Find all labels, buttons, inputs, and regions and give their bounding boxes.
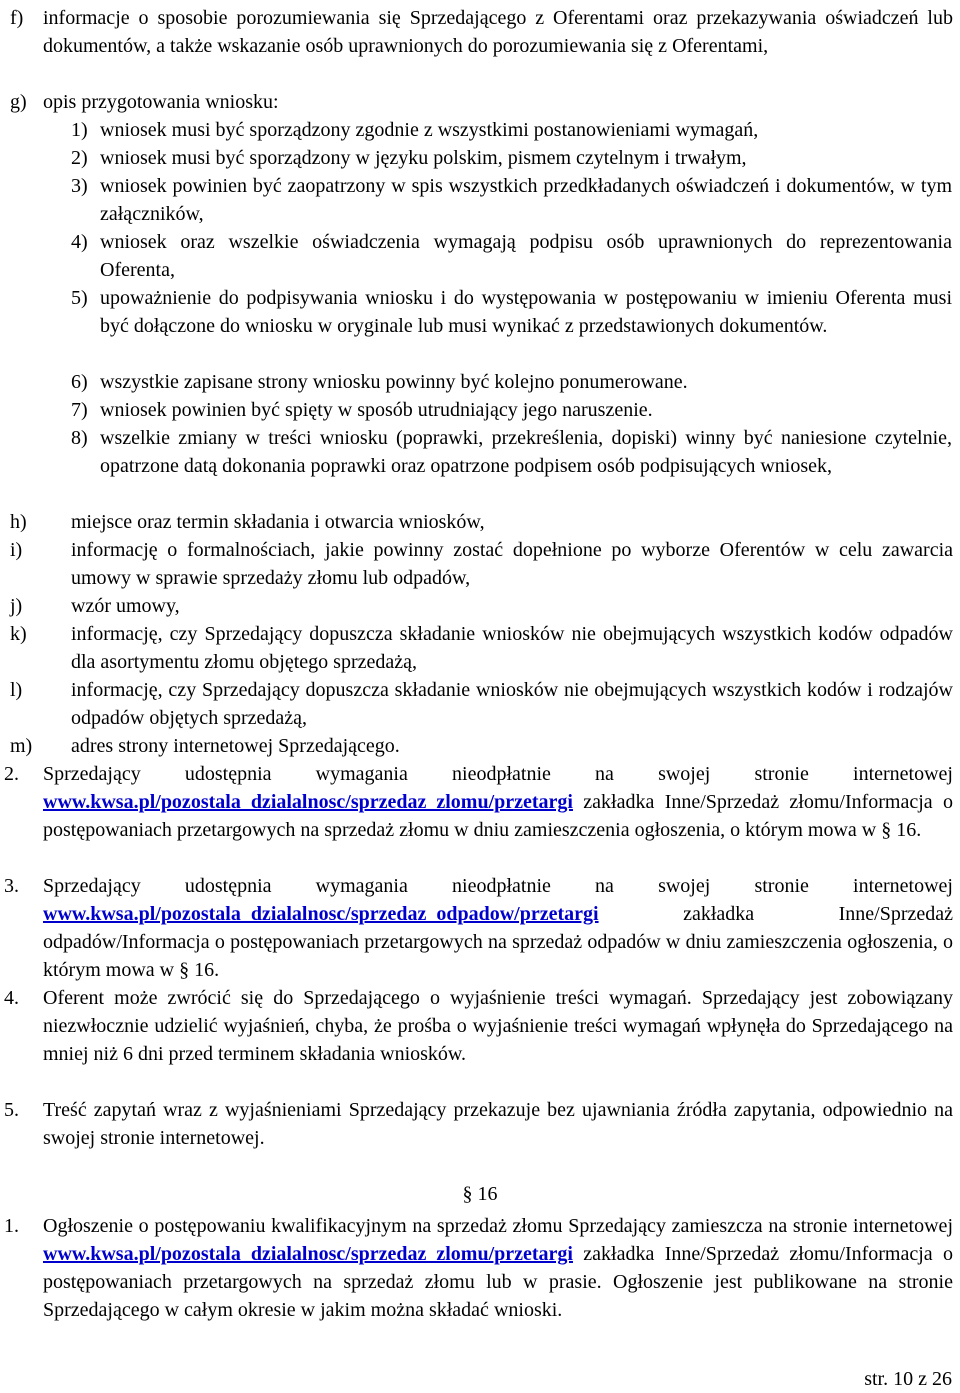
subitem-text-3: wniosek powinien być zaopatrzony w spis wszystkich przedkładanych oświadczeń i dokumentów, w tym załączników, — [100, 175, 952, 225]
item-text-i: informację o formalnościach, jakie powinny zostać dopełnione po wyborze Oferentów w celu zawarcia umowy w sprawie sprzedaży złomu lub odpadów, — [71, 539, 953, 589]
link-sprzedaz-zlomu[interactable]: www.kwsa.pl/pozostala_dzialalnosc/sprzedaz_zlomu/przetargi — [43, 791, 573, 813]
subitem-label-1: 1) — [71, 119, 88, 141]
page-number: str. 10 z 26 — [864, 1368, 952, 1390]
item-label-k: k) — [10, 623, 27, 645]
numbered-text-5: Treść zapytań wraz z wyjaśnieniami Sprzedający przekazuje bez ujawniania źródła zapytania, odpowiednio na swojej stronie internetowej. — [43, 1099, 953, 1149]
item-label-i: i) — [10, 539, 23, 561]
subitem-label-5: 5) — [71, 287, 88, 309]
item-text-g: opis przygotowania wniosku: — [43, 91, 279, 113]
numbered-text-2 — [43, 760, 953, 844]
subitem-label-6: 6) — [71, 371, 88, 393]
item-label-l: l) — [10, 679, 23, 701]
numbered-label-5: 5. — [4, 1099, 19, 1121]
item-text-h: miejsce oraz termin składania i otwarcia wniosków, — [71, 511, 485, 533]
numbered-label-2: 2. — [4, 763, 19, 785]
numbered-text-3-pre: Sprzedający udostępnia wymagania nieodpłatnie na swojej stronie internetowej — [43, 875, 953, 897]
item-text-m: adres strony internetowej Sprzedającego. — [71, 735, 400, 757]
link-sprzedaz-odpadow[interactable]: www.kwsa.pl/pozostala_dzialalnosc/sprzedaz_odpadow/przetargi — [43, 903, 599, 925]
subitem-text-6: wszystkie zapisane strony wniosku powinny być kolejno ponumerowane. — [100, 371, 688, 393]
section-item-text-1 — [43, 1212, 953, 1324]
subitem-label-3: 3) — [71, 175, 88, 197]
numbered-label-4: 4. — [4, 987, 19, 1009]
numbered-text-3-post: zakładka Inne/Sprzedaż odpadów/Informacja o postępowaniach przetargowych na sprzedaż odpadów w dniu zamieszczenia ogłoszenia, o którym mowa w § 16. — [43, 903, 953, 981]
numbered-text-3 — [43, 872, 953, 984]
numbered-label-3: 3. — [4, 875, 19, 897]
item-label-m: m) — [10, 735, 33, 757]
link-sprzedaz-zlomu-2[interactable]: www.kwsa.pl/pozostala_dzialalnosc/sprzedaz_zlomu/przetargi — [43, 1243, 573, 1265]
numbered-text-4: Oferent może zwrócić się do Sprzedającego o wyjaśnienie treści wymagań. Sprzedający jest zobowiązany niezwłocznie udzielić wyjaśnień, chyba, że prośba o wyjaśnienie treści wymagań wpłynęła do Sprzedającego na mniej niż 6 dni przed terminem składania wniosków. — [43, 987, 953, 1065]
item-label-g: g) — [10, 91, 27, 113]
section-item-1-pre: Ogłoszenie o postępowaniu kwalifikacyjnym na sprzedaż złomu Sprzedający zamieszcza na stronie internetowej — [43, 1215, 953, 1237]
numbered-text-2-pre: Sprzedający udostępnia wymagania nieodpłatnie na swojej stronie internetowej — [43, 763, 953, 785]
subitem-text-2: wniosek musi być sporządzony w języku polskim, pismem czytelnym i trwałym, — [100, 147, 747, 169]
subitem-text-4: wniosek oraz wszelkie oświadczenia wymagają podpisu osób uprawnionych do reprezentowania Oferenta, — [100, 231, 952, 281]
section-item-1-post: zakładka Inne/Sprzedaż złomu/Informacja o postępowaniach przetargowych na sprzedaż złomu lub w prasie. Ogłoszenie jest publikowane na stronie Sprzedającego w całym okresie w jakim można składać wnioski. — [43, 1243, 953, 1321]
section-heading: § 16 — [462, 1183, 498, 1205]
subitem-text-1: wniosek musi być sporządzony zgodnie z wszystkimi postanowieniami wymagań, — [100, 119, 759, 141]
subitem-text-7: wniosek powinien być spięty w sposób utrudniający jego naruszenie. — [100, 399, 653, 421]
item-label-h: h) — [10, 511, 27, 533]
subitem-label-4: 4) — [71, 231, 88, 253]
numbered-text-2-post: zakładka Inne/Sprzedaż złomu/Informacja o postępowaniach przetargowych na sprzedaż złomu w dniu zamieszczenia ogłoszenia, o którym mowa w § 16. — [43, 791, 953, 841]
subitem-label-2: 2) — [71, 147, 88, 169]
subitem-label-7: 7) — [71, 399, 88, 421]
item-text-k: informację, czy Sprzedający dopuszcza składanie wniosków nie obejmujących wszystkich kodów odpadów dla asortymentu złomu objętego sprzedażą, — [71, 623, 953, 673]
subitem-text-5: upoważnienie do podpisywania wniosku i do występowania w postępowaniu w imieniu Oferenta musi być dołączone do wniosku w oryginale lub musi wynikać z przedstawionych dokumentów. — [100, 287, 952, 337]
section-item-label-1: 1. — [4, 1215, 19, 1237]
item-text-l: informację, czy Sprzedający dopuszcza składanie wniosków nie obejmujących wszystkich kodów i rodzajów odpadów objętych sprzedażą, — [71, 679, 953, 729]
subitem-label-8: 8) — [71, 427, 88, 449]
subitem-text-8: wszelkie zmiany w treści wniosku (poprawki, przekreślenia, dopiski) winny być naniesione czytelnie, opatrzone datą dokonania poprawki oraz opatrzone podpisem osób podpisujących wniosek, — [100, 427, 952, 477]
item-text-f: informacje o sposobie porozumiewania się Sprzedającego z Oferentami oraz przekazywania oświadczeń lub dokumentów, a także wskazanie osób uprawnionych do porozumiewania się z Oferentami, — [43, 7, 953, 57]
item-text-j: wzór umowy, — [71, 595, 180, 617]
item-label-f: f) — [10, 7, 24, 29]
item-label-j: j) — [10, 595, 23, 617]
